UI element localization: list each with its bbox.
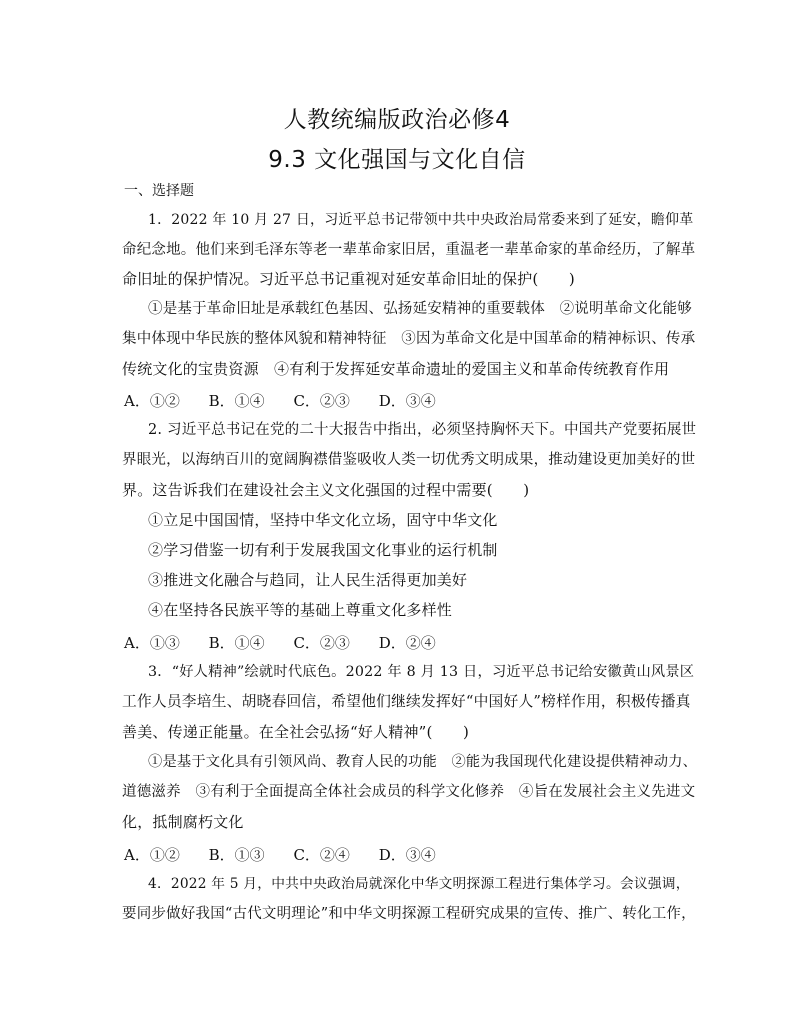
q3-line: 道德滋养 ③有利于全面提高全体社会成员的科学文化修养 ④旨在发展社会主义先进文 <box>122 784 696 800</box>
option-b: B．①④ <box>208 392 265 410</box>
q3-options <box>124 844 460 865</box>
document-title: 人教统编版政治必修4 <box>283 107 511 133</box>
q2-line: 2. 习近平总书记在党的二十大报告中指出，必须坚持胸怀天下。中国共产党要拓展世 <box>148 422 697 438</box>
document-subtitle: 9.3 文化强国与文化自信 <box>268 147 526 173</box>
q3-line: 化，抵制腐朽文化 <box>122 813 244 831</box>
option-b: B．①③ <box>208 846 265 864</box>
option-a: A．①③ <box>124 634 180 652</box>
q1-line: 集中体现中华民族的整体风貌和精神特征 ③因为革命文化是中国革命的精神标识、传承 <box>122 331 696 347</box>
option-a: A．①② <box>124 846 180 864</box>
q3-line: 善美、传递正能量。在全社会弘扬“好人精神”( ) <box>122 723 470 741</box>
q3-line: ①是基于文化具有引领风尚、教育人民的功能 ②能为我国现代化建设提供精神动力、 <box>148 754 698 770</box>
q3-line: 工作人员李培生、胡晓春回信，希望他们继续发挥好“中国好人”榜样作用，积极传播真 <box>122 693 691 710</box>
option-d: D．③④ <box>378 392 436 410</box>
q1-line: 传统文化的宝贵资源 ④有利于发挥延安革命遗址的爱国主义和革命传统教育作用 <box>122 360 670 378</box>
option-c: C．②③ <box>293 634 350 652</box>
option-c: C．②④ <box>293 846 350 864</box>
option-d: D．②④ <box>378 634 436 652</box>
q1-options <box>124 390 460 411</box>
q2-line: 界。这告诉我们在建设社会主义文化强国的过程中需要( ) <box>122 481 530 499</box>
q1-line: 命旧址的保护情况。习近平总书记重视对延安革命旧址的保护( ) <box>122 270 575 288</box>
q2-line: ①立足中国国情，坚持中华文化立场，固守中华文化 <box>148 511 498 529</box>
q1-line: ①是基于革命旧址是承载红色基因、弘扬延安精神的重要载体 ②说明革命文化能够 <box>148 301 692 317</box>
q3-line: 3．“好人精神”绘就时代底色。2022 年 8 月 13 日，习近平总书记给安徽黄山风景区 <box>148 664 695 680</box>
option-b: B．①④ <box>208 634 265 652</box>
q4-line: 要同步做好我国“古代文明理论”和中华文明探源工程研究成果的宣传、推广、转化工作， <box>122 906 696 922</box>
q2-line: 界眼光，以海纳百川的宽阔胸襟借鉴吸收人类一切优秀文明成果，推动建设更加美好的世 <box>122 452 696 468</box>
q2-options <box>124 632 460 653</box>
q2-line: ④在坚持各民族平等的基础上尊重文化多样性 <box>148 601 453 619</box>
q2-line: ③推进文化融合与趋同，让人民生活得更加美好 <box>148 571 468 589</box>
q2-line: ②学习借鉴一切有利于发展我国文化事业的运行机制 <box>148 541 498 559</box>
option-c: C．②③ <box>293 392 350 410</box>
q4-line: 4．2022 年 5 月，中共中央政治局就深化中华文明探源工程进行集体学习。会议强调， <box>148 876 690 892</box>
section-heading: 一、选择题 <box>124 183 194 199</box>
q1-line: 1．2022 年 10 月 27 日，习近平总书记带领中共中央政治局常委来到了延安，瞻仰革 <box>148 212 694 228</box>
q1-line: 命纪念地。他们来到毛泽东等老一辈革命家旧居，重温老一辈革命家的革命经历，了解革 <box>122 242 696 258</box>
option-d: D．③④ <box>378 846 436 864</box>
option-a: A．①② <box>124 392 180 410</box>
